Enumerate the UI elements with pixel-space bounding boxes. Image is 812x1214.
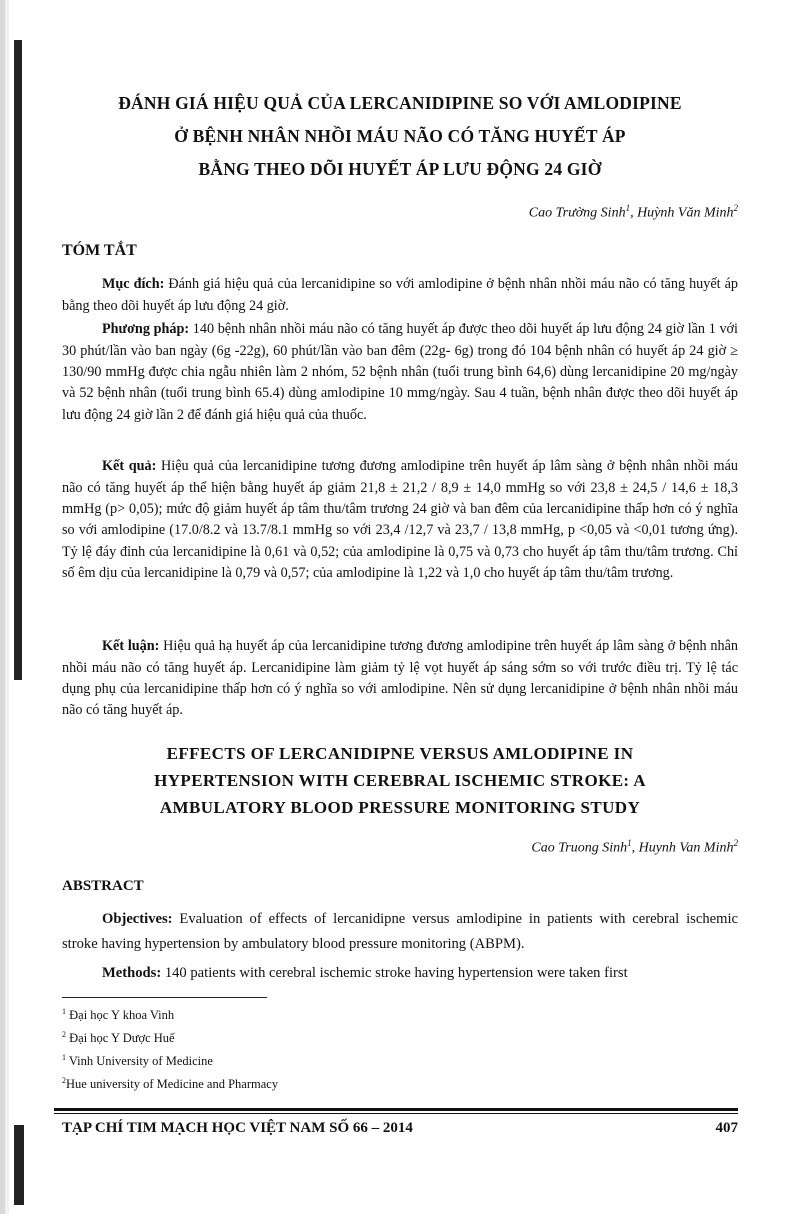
paragraph-text: Hiệu quả hạ huyết áp của lercanidipine tương đương amlodipine trên huyết áp lâm sàng ở bệnh nhân nhồi máu não có tăng huyết áp. Lercanidipine làm giảm tỷ lệ vọt huyết áp sáng sớm so với trước điều trị. Tỷ lệ tác dụng phụ của lercanidipine thấp hơn có ý nghĩa so với amlodipine. Nên sử dụng lercanidipine ở bệnh nhân nhồi máu não có tăng huyết áp. <box>62 638 738 719</box>
paragraph-text: Đánh giá hiệu quả của lercanidipine so với amlodipine ở bệnh nhân nhồi máu não có tăng huyết áp bằng theo dõi huyết áp lưu động 24 giờ. <box>62 276 738 314</box>
footnote-mark: 1 <box>62 1053 66 1063</box>
paragraph-label: Objectives: <box>102 910 173 927</box>
binding-mark <box>14 1125 24 1205</box>
author-name: Cao Trường Sinh <box>528 205 626 221</box>
author-separator: , <box>631 840 639 856</box>
paragraph-text: 140 patients with cerebral ischemic stroke having hypertension were taken first <box>161 964 628 981</box>
paragraph-label: Methods: <box>102 964 162 981</box>
footnote <box>62 1025 278 1048</box>
en-methods-paragraph <box>62 961 738 986</box>
paragraph-label: Phương pháp: <box>102 321 190 338</box>
vn-methods-paragraph <box>62 319 738 426</box>
title-line: ĐÁNH GIÁ HIỆU QUẢ CỦA LERCANIDIPINE SO VỚI AMLODIPINE <box>118 93 682 113</box>
title-line: BẰNG THEO DÕI HUYẾT ÁP LƯU ĐỘNG 24 GIỜ <box>198 159 602 179</box>
paragraph-text: 140 bệnh nhân nhồi máu não có tăng huyết áp được theo dõi huyết áp lưu động 24 giờ lần 1 với 30 phút/lần vào ban ngày (6g -22g), 60 phút/lần vào ban đêm (22g- 6g) trong đó 104 bệnh nhân có huyết áp 24 giờ ≥ 130/90 mmHg được chia ngẫu nhiên làm 2 nhóm, 52 bệnh nhân (tuổi trung bình 64,6) dùng lercanidipine 20 mg/ngày và 52 bệnh nhân (tuổi trung bình 65.4) dùng amlodipine 10 mmg/ngày. Sau 4 tuần, bệnh nhân được theo dõi huyết áp lưu động 24 giờ lần 2 để đánh giá hiệu quả của thuốc. <box>62 321 738 423</box>
vietnamese-title <box>62 87 738 186</box>
author-name: Huỳnh Văn Minh <box>637 205 734 221</box>
author-name: Cao Truong Sinh <box>531 840 628 856</box>
footnote-text: Đại học Y khoa Vinh <box>69 1008 175 1023</box>
paragraph-label: Kết quả: <box>102 458 157 475</box>
footnote <box>62 1002 278 1025</box>
en-objectives-paragraph <box>62 907 738 957</box>
vietnamese-authors <box>529 203 738 222</box>
author-affiliation-mark: 2 <box>733 838 738 848</box>
author-separator: , <box>630 205 638 221</box>
scan-shadow <box>5 0 9 1214</box>
footnote-text: Vinh University of Medicine <box>68 1054 213 1069</box>
footnote-mark: 2 <box>62 1030 66 1040</box>
vietnamese-abstract-heading: TÓM TẮT <box>62 242 137 259</box>
english-authors <box>531 838 738 857</box>
author-affiliation-mark: 1 <box>625 203 631 213</box>
paragraph-label: Kết luận: <box>102 638 160 655</box>
author-affiliation-mark: 2 <box>733 203 738 213</box>
footnote <box>62 1071 278 1094</box>
journal-name: TẠP CHÍ TIM MẠCH HỌC VIỆT NAM SỐ 66 – 2014 <box>62 1120 413 1136</box>
vn-results-paragraph <box>62 456 738 584</box>
paragraph-label: Mục đích: <box>102 276 165 293</box>
footer-rule <box>54 1113 738 1114</box>
footnote-mark: 1 <box>62 1007 66 1016</box>
title-line: EFFECTS OF LERCANIDIPNE VERSUS AMLODIPINE IN <box>166 744 634 763</box>
footnote-text: Hue university of Medicine and Pharmacy <box>66 1077 279 1092</box>
author-affiliation-mark: 1 <box>627 838 632 848</box>
english-abstract-heading: ABSTRACT <box>62 878 144 894</box>
binding-mark <box>14 40 22 680</box>
paragraph-text: Hiệu quả của lercanidipine tương đương amlodipine trên huyết áp lâm sàng ở bệnh nhân nhồi máu não có tăng huyết áp thể hiện bằng huyết áp giảm 21,8 ± 21,2 / 8,9 ± 14,0 mmHg so với 23,8 ± 24,5 / 14,6 ± 18,3 mmHg (p> 0,05); mức độ giảm huyết áp tâm thu/tâm trương 24 giờ và ban đêm của lercanidipine thấp hơn có ý nghĩa so với amlodipine (17.0/8.2 và 13.7/8.1 mmHg so với 23,4 /12,7 và 23,7 / 13,8 mmHg, p <0,05 và <0,01 tương ứng). Tỷ lệ đáy đỉnh của lercanidipine là 0,61 và 0,52; của amlodipine là 0,75 và 0,73 cho huyết áp tâm thu/tâm trương. Chỉ số êm dịu của lercanidipine là 0,79 và 0,57; của amlodipine là 1,22 và 1,0 cho huyết áp tâm thu/tâm trương. <box>62 458 738 582</box>
english-title <box>62 740 738 821</box>
paragraph-text: Evaluation of effects of lercanidipne versus amlodipine in patients with cerebral ischemic stroke having hypertension by ambulatory blood pressure monitoring (ABPM). <box>62 910 738 952</box>
page-number: 407 <box>715 1120 738 1136</box>
title-line: Ở BỆNH NHÂN NHỒI MÁU NÃO CÓ TĂNG HUYẾT ÁP <box>174 126 626 146</box>
footer-rule <box>54 1108 738 1111</box>
footnotes <box>62 1002 278 1095</box>
title-line: AMBULATORY BLOOD PRESSURE MONITORING STUDY <box>159 798 641 817</box>
footnote-divider <box>62 997 267 998</box>
footnote <box>62 1048 278 1071</box>
vn-objective-paragraph <box>62 274 738 317</box>
footnote-mark: 2 <box>62 1076 66 1086</box>
title-line: HYPERTENSION WITH CEREBRAL ISCHEMIC STROKE: A <box>154 771 646 790</box>
vn-conclusion-paragraph <box>62 636 738 722</box>
author-name: Huynh Van Minh <box>638 840 734 856</box>
footnote-text: Đại học Y Dược Huế <box>69 1031 175 1046</box>
